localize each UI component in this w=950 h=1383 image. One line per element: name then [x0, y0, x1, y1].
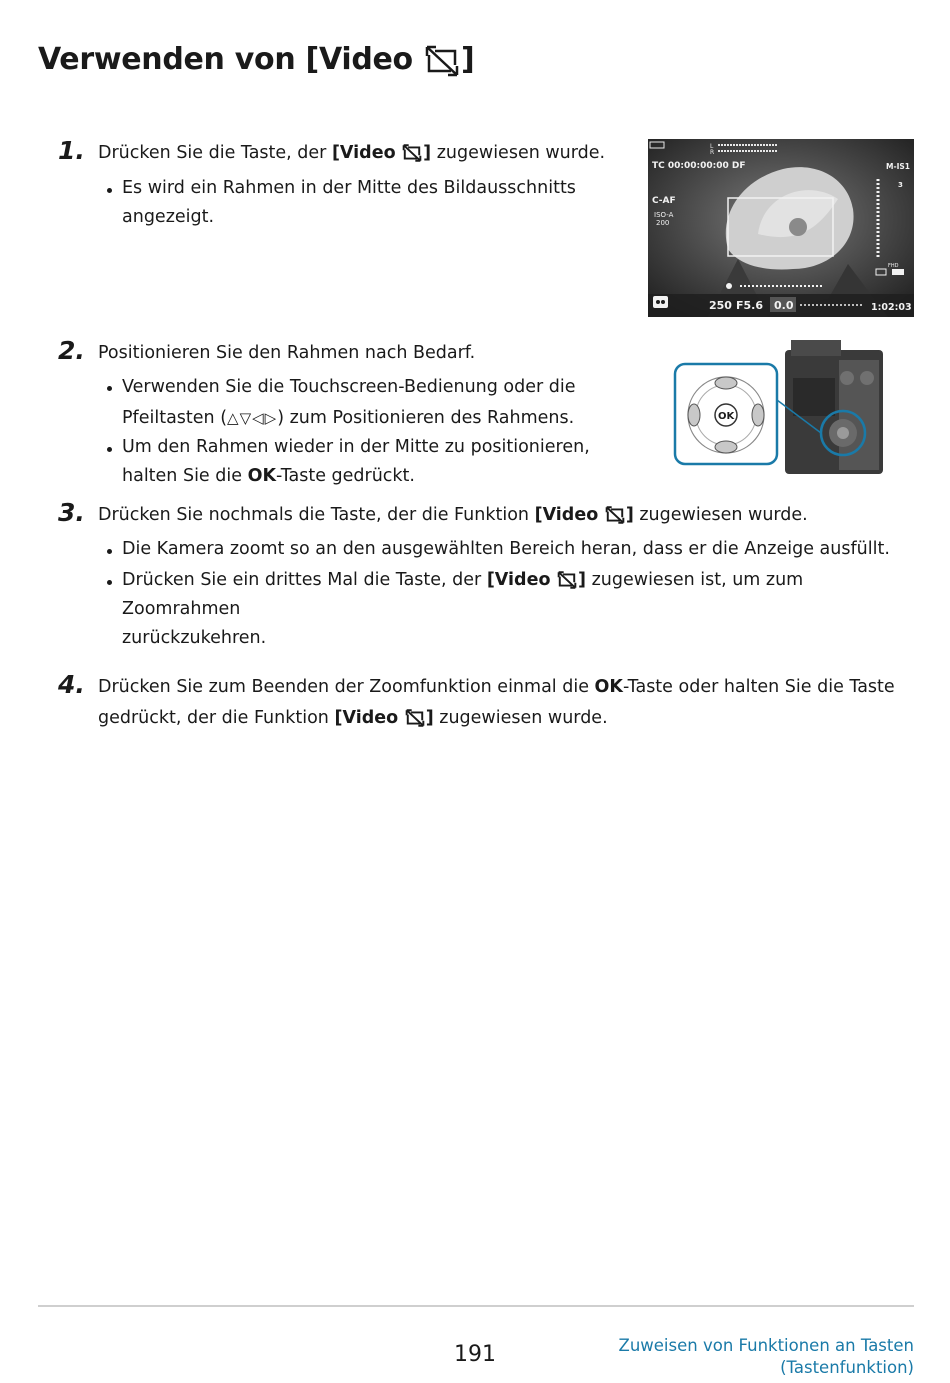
- up-arrow-key[interactable]: [715, 377, 737, 389]
- section-link-line2: (Tastenfunktion): [780, 1358, 914, 1377]
- iso-label: ISO-A: [654, 211, 674, 219]
- section-link-line1: Zuweisen von Funktionen an Tasten: [618, 1336, 914, 1355]
- ok-label: OK: [718, 411, 735, 422]
- arrow-keys-icon: △▽◁▷: [227, 409, 278, 427]
- ok-button-small[interactable]: [837, 427, 849, 439]
- step-number: 4.: [58, 670, 85, 699]
- step-number: 1.: [58, 136, 85, 165]
- remaining-time: 1:02:03: [871, 302, 912, 313]
- timecode: TC 00:00:00:00 DF: [652, 161, 746, 171]
- camera-arrow-pad-illustration: [673, 340, 891, 476]
- step-text: Drücken Sie nochmals die Taste, der die Funktion [Video ] zugewiesen wurde.: [98, 505, 808, 525]
- stabilizer-mode: M-IS1: [886, 162, 910, 171]
- audio-level-r: R: [710, 149, 715, 156]
- list-item: Die Kamera zoomt so an den ausgewählten Bereich heran, dass er die Anzeige ausfüllt.: [106, 535, 942, 564]
- page-title-text: Verwenden von [Video: [38, 42, 413, 77]
- aperture: F5.6: [736, 299, 764, 312]
- right-arrow-key[interactable]: [752, 404, 764, 426]
- video-zoom-icon: [423, 43, 461, 79]
- list-item: Es wird ein Rahmen in der Mitte des Bildausschnitts angezeigt.: [106, 174, 642, 232]
- face-count: 3: [898, 181, 903, 189]
- left-arrow-key[interactable]: [688, 404, 700, 426]
- flower-center: [789, 218, 807, 236]
- list-item: Verwenden Sie die Touchscreen-Bedienung oder die Pfeiltasten (△▽◁▷) zum Positionieren des Rahmens.: [106, 372, 652, 434]
- exposure-value: 0.0: [774, 299, 794, 312]
- af-mode: C-AF: [652, 196, 676, 206]
- quality-label: FHD: [888, 263, 899, 269]
- level-icon: [726, 283, 732, 289]
- step-text: Drücken Sie die Taste, der [Video ] zugewiesen wurde.: [98, 143, 606, 163]
- list-item: Um den Rahmen wieder in der Mitte zu positionieren, halten Sie die OK-Taste gedrückt.: [106, 433, 652, 491]
- page-number: 191: [454, 1342, 496, 1367]
- shutter-speed: 250: [709, 299, 732, 312]
- video-zoom-icon: [404, 708, 426, 728]
- audio-level-l: L: [710, 143, 714, 150]
- camera-top: [791, 340, 841, 356]
- video-zoom-icon: [556, 570, 578, 590]
- step-text: Positionieren Sie den Rahmen nach Bedarf.: [98, 343, 476, 363]
- step-number: 3.: [58, 498, 85, 527]
- list-item: Drücken Sie ein drittes Mal die Taste, der [Video ] zugewiesen ist, um zum Zoomrahmen zurückzukehren.: [106, 566, 922, 653]
- camera-screen: [793, 378, 835, 416]
- down-arrow-key[interactable]: [715, 441, 737, 453]
- footer-divider: [38, 1305, 914, 1307]
- page-title-bracket: ]: [461, 42, 475, 77]
- iso-value: 200: [656, 219, 670, 227]
- video-zoom-icon: [604, 505, 626, 525]
- step-text: Drücken Sie zum Beenden der Zoomfunktion einmal die OK-Taste oder halten Sie die Taste gedrückt, der die Funktion [Video ] zugewiesen wurde.: [98, 677, 895, 728]
- movie-icon: [653, 296, 668, 308]
- section-link[interactable]: [619, 1335, 914, 1379]
- page-title: [38, 42, 474, 79]
- camera-screen-illustration: [648, 139, 914, 317]
- step-number: 2.: [58, 336, 85, 365]
- movie-mode-icon: [892, 269, 904, 275]
- video-zoom-icon: [401, 143, 423, 163]
